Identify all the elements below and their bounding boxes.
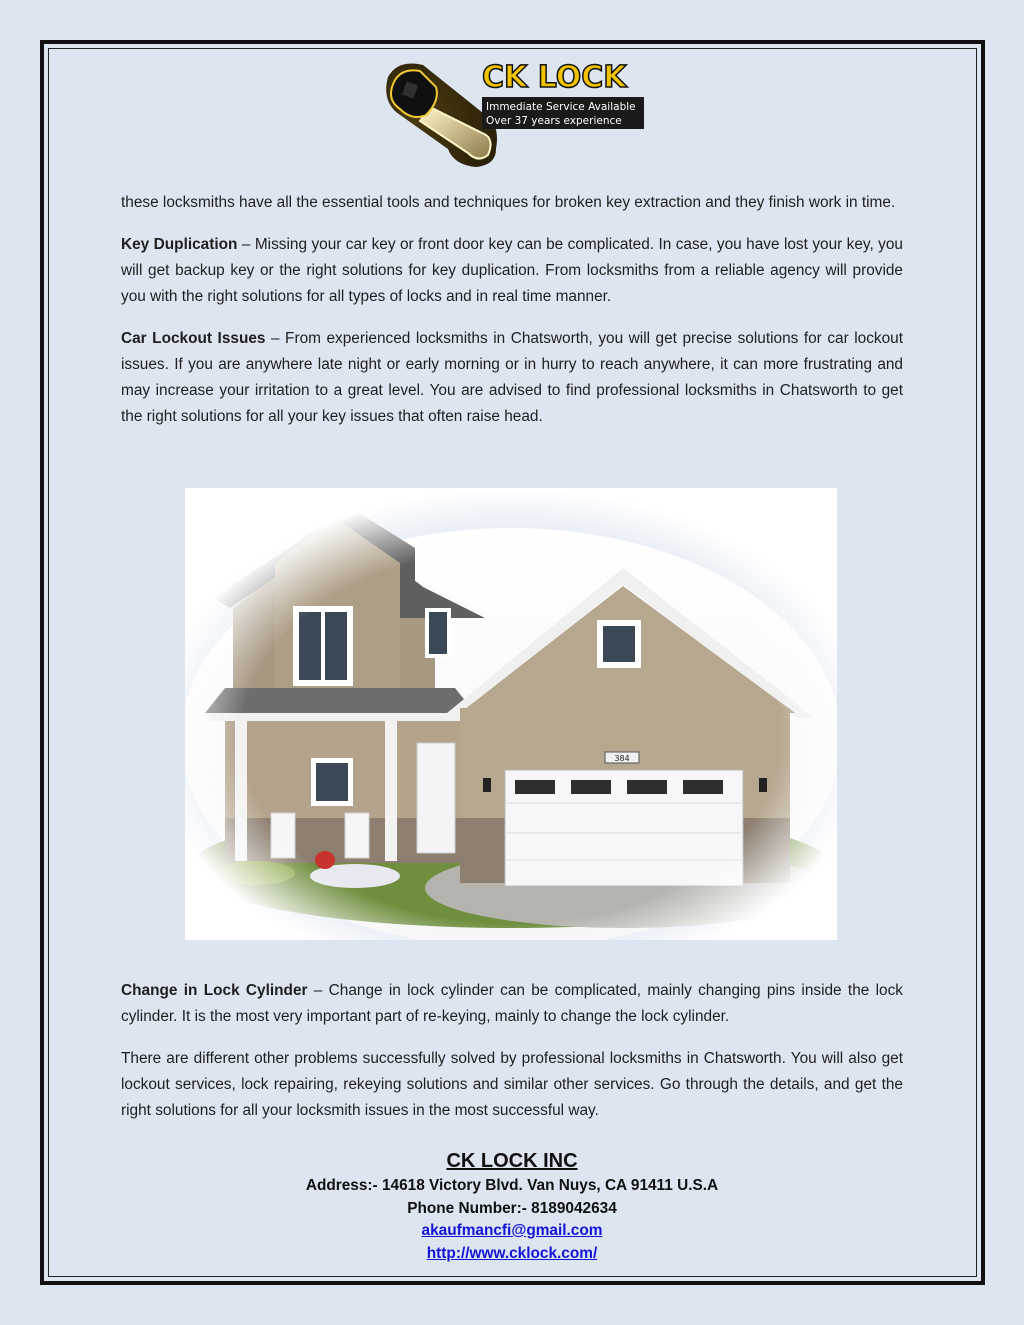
house-image [185, 488, 837, 940]
ck-lock-logo [378, 57, 646, 170]
closing-paragraph: There are different other problems successfully solved by professional locksmiths in Chatsworth. You will also get lockout services, lock repairing, rekeying solutions and similar other services. Go through the details, and get the right solutions for all your locksmith issues in the most successful way. [121, 1050, 903, 1119]
car-lockout-paragraph [121, 326, 903, 430]
article-body [121, 190, 903, 446]
website-link[interactable]: http://www.cklock.com/ [426, 1244, 598, 1262]
email-link[interactable]: akaufmancfi@gmail.com [421, 1222, 603, 1239]
car-lockout-heading: Car Lockout Issues [121, 330, 266, 347]
lock-cylinder-heading: Change in Lock Cylinder [121, 982, 308, 999]
car-lockout-body: – From experienced locksmiths in Chatsworth, you will get precise solutions for car lockout issues. If you are anywhere late night or early morning or in hurry to reach anywhere, it can more frustrating and may increase your irritation to a great level. You are advised to find professional locksmiths in Chatsworth to get the right solutions for all your key issues that often raise head. [121, 330, 903, 425]
intro-paragraph: these locksmiths have all the essential tools and techniques for broken key extraction and they finish work in time. [121, 194, 896, 211]
article-body-lower [121, 978, 903, 1140]
contact-block [121, 1147, 903, 1265]
logo-tagline-2: Over 37 years experience [486, 115, 622, 127]
company-name: CK LOCK INC [446, 1150, 578, 1172]
address-line: Address:- 14618 Victory Blvd. Van Nuys, CA 91411 U.S.A [305, 1177, 719, 1194]
logo-tagline-1: Immediate Service Available [486, 101, 636, 113]
logo-brand-text: CK LOCK [482, 60, 627, 95]
phone-line: Phone Number:- 8189042634 [407, 1199, 617, 1217]
lock-cylinder-paragraph [121, 978, 903, 1030]
key-duplication-body: – Missing your car key or front door key can be complicated. In case, you have lost your key, you will get backup key or the right solutions for key duplication. From locksmiths from a reliable agency will provide you with the right solutions for all types of locks and in real time manner. [121, 236, 903, 305]
key-duplication-paragraph [121, 232, 903, 310]
key-duplication-heading: Key Duplication [121, 236, 238, 253]
lock-cylinder-body: – Change in lock cylinder can be complicated, mainly changing pins inside the lock cylinder. It is the most very important part of re-keying, mainly to change the lock cylinder. [121, 982, 903, 1025]
